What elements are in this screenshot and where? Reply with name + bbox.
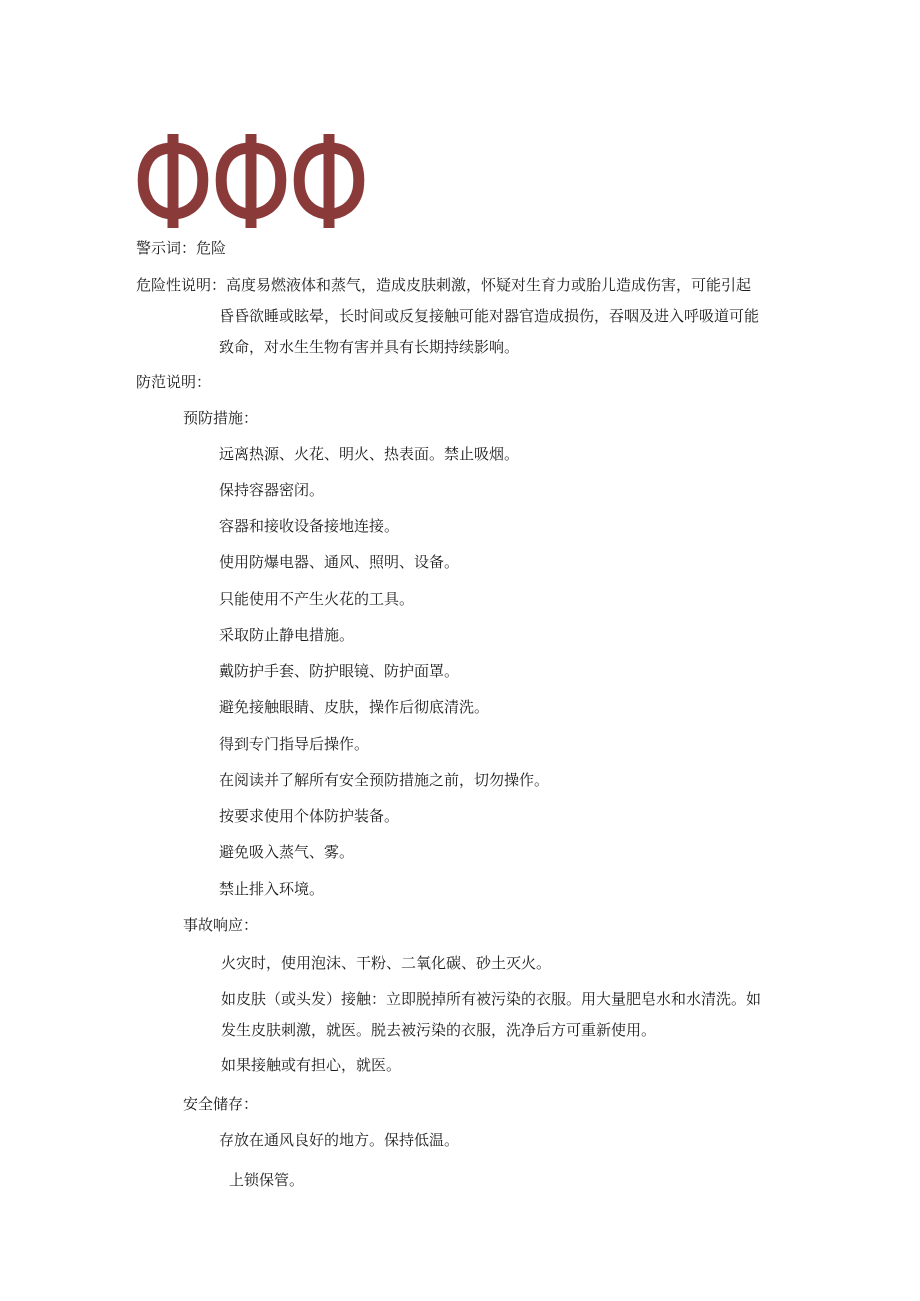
precautionary-title: 防范说明： [136, 373, 212, 391]
prevention-item: 使用防爆电器、通风、照明、设备。 [219, 553, 460, 571]
storage-item: 存放在通风良好的地方。保持低温。 [219, 1131, 460, 1149]
ghs-hazard-pictogram-icon [292, 128, 366, 236]
storage-item: 上锁保管。 [229, 1171, 305, 1189]
prevention-item: 避免接触眼睛、皮肤，操作后彻底清洗。 [219, 698, 490, 716]
response-item-continued: 发生皮肤刺激，就医。脱去被污染的衣服，洗净后方可重新使用。 [221, 1021, 657, 1039]
prevention-item: 远离热源、火花、明火、热表面。禁止吸烟。 [219, 445, 520, 463]
prevention-item: 只能使用不产生火花的工具。 [219, 590, 415, 608]
prevention-item: 保持容器密闭。 [219, 481, 325, 499]
response-title: 事故响应： [183, 916, 259, 934]
prevention-item: 按要求使用个体防护装备。 [219, 807, 400, 825]
signal-word [136, 238, 226, 258]
hazard-statement-line-1 [136, 275, 751, 295]
prevention-title: 预防措施： [183, 409, 259, 427]
response-item: 火灾时，使用泡沫、干粉、二氧化碳、砂土灭火。 [221, 954, 552, 972]
prevention-item: 禁止排入环境。 [219, 880, 325, 898]
hazard-pictograms [136, 128, 366, 236]
response-item: 如皮肤（或头发）接触：立即脱掉所有被污染的衣服。用大量肥皂水和水清洗。如 [221, 990, 762, 1008]
prevention-item: 戴防护手套、防护眼镜、防护面罩。 [219, 662, 460, 680]
hazard-statement-line-3: 致命，对水生生物有害并具有长期持续影响。 [219, 338, 520, 356]
prevention-item: 得到专门指导后操作。 [219, 735, 370, 753]
prevention-item: 容器和接收设备接地连接。 [219, 517, 400, 535]
hazard-statement-label: 危险性说明： [136, 276, 227, 294]
ghs-hazard-pictogram-icon [214, 128, 288, 236]
hazard-statement-text: 高度易燃液体和蒸气，造成皮肤刺激，怀疑对生育力或胎儿造成伤害，可能引起 [226, 276, 752, 294]
signal-word-label: 警示词： [136, 239, 197, 257]
prevention-item: 避免吸入蒸气、雾。 [219, 843, 355, 861]
hazard-statement-line-2: 昏昏欲睡或眩晕，长时间或反复接触可能对器官造成损伤，吞咽及进入呼吸道可能 [219, 307, 760, 325]
ghs-hazard-pictogram-icon [136, 128, 210, 236]
storage-title: 安全储存： [183, 1095, 259, 1113]
signal-word-value: 危险 [196, 239, 227, 257]
prevention-item: 在阅读并了解所有安全预防措施之前，切勿操作。 [219, 771, 550, 789]
response-item: 如果接触或有担心，就医。 [221, 1056, 402, 1074]
prevention-item: 采取防止静电措施。 [219, 626, 355, 644]
